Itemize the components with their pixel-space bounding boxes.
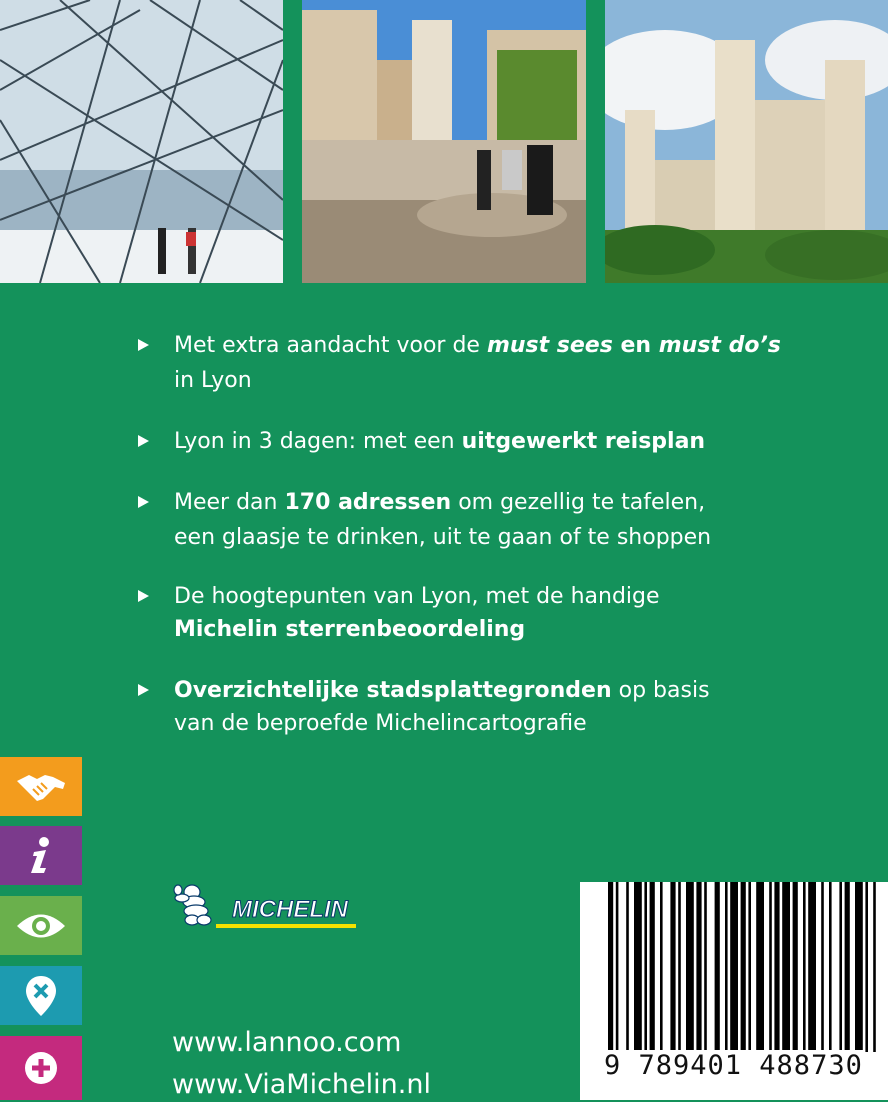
barcode-bar xyxy=(803,882,806,1052)
bullet-emphasis: Overzichtelijke stadsplattegronden xyxy=(174,678,612,703)
michelin-wordmark: MICHELIN xyxy=(232,896,348,923)
bullet-text: van de beproefde Michelincartografie xyxy=(174,711,587,736)
barcode-bar xyxy=(608,882,613,1052)
barcode-bar xyxy=(821,882,824,1052)
bullet-text: in Lyon xyxy=(174,368,252,393)
barcode-bar xyxy=(725,882,728,1052)
bullet-text: Lyon in 3 dagen: met een xyxy=(174,429,462,454)
barcode-bar xyxy=(829,882,832,1052)
bullet-emphasis: must do’s xyxy=(658,333,781,358)
photo-glass-atrium xyxy=(0,0,283,283)
handshake-icon xyxy=(0,757,82,816)
triangle-bullet-icon xyxy=(138,590,149,602)
bullet-text: Met extra aandacht voor de xyxy=(174,333,487,358)
viamichelin-url[interactable]: www.ViaMichelin.nl xyxy=(172,1069,431,1100)
barcode-bar xyxy=(774,882,779,1052)
info-icon xyxy=(0,826,82,885)
barcode-bar xyxy=(873,882,876,1052)
barcode-bar xyxy=(782,882,790,1052)
barcode-bar xyxy=(865,882,868,1052)
photo-basilica xyxy=(605,0,888,283)
barcode-bar xyxy=(644,882,647,1052)
bullet-emphasis: must sees xyxy=(486,333,613,358)
barcode-bars xyxy=(580,882,888,1052)
barcode-bar xyxy=(855,882,863,1052)
bullet-text: Meer dan xyxy=(174,490,285,515)
isbn-number: 9 789401 488730 xyxy=(604,1050,863,1081)
michelin-logo xyxy=(170,880,400,932)
barcode-bar xyxy=(748,882,751,1052)
barcode-bar xyxy=(793,882,798,1052)
bullet-emphasis: uitgewerkt reisplan xyxy=(461,429,706,454)
bullet-emphasis: Michelin sterrenbeoordeling xyxy=(174,617,526,642)
barcode-bar xyxy=(715,882,720,1052)
barcode-bar xyxy=(660,882,663,1052)
barcode-bar xyxy=(756,882,764,1052)
bullet-text: om gezellig te tafelen, xyxy=(451,490,706,515)
triangle-bullet-icon xyxy=(138,435,149,447)
barcode-bar xyxy=(769,882,772,1052)
photo-lyon-square xyxy=(302,0,586,283)
triangle-bullet-icon xyxy=(138,496,149,508)
barcode-bar xyxy=(670,882,675,1052)
barcode-bar xyxy=(704,882,707,1052)
barcode-bar xyxy=(839,882,842,1052)
barcode-bar xyxy=(634,882,642,1052)
barcode-bar xyxy=(741,882,746,1052)
bullet-text: op basis xyxy=(611,678,710,703)
publisher-url[interactable]: www.lannoo.com xyxy=(172,1027,402,1058)
plus-circle-icon xyxy=(0,1036,82,1100)
triangle-bullet-icon xyxy=(138,684,149,696)
map-pin-x-icon xyxy=(0,966,82,1025)
bullet-text: De hoogtepunten van Lyon, met de handige xyxy=(174,584,660,609)
barcode-bar xyxy=(808,882,816,1052)
barcode-bar xyxy=(730,882,738,1052)
barcode-bar xyxy=(845,882,850,1052)
bullet-emphasis: en xyxy=(612,333,659,358)
bullet-text: een glaasje te drinken, uit te gaan of te shoppen xyxy=(174,525,712,550)
barcode-bar xyxy=(650,882,655,1052)
barcode-bar xyxy=(626,882,629,1052)
eye-icon xyxy=(0,896,82,955)
triangle-bullet-icon xyxy=(138,339,149,351)
barcode-bar xyxy=(696,882,701,1052)
barcode-bar xyxy=(616,882,619,1052)
barcode-bar xyxy=(678,882,681,1052)
bullet-emphasis: 170 adressen xyxy=(284,490,452,515)
barcode-bar xyxy=(686,882,694,1052)
